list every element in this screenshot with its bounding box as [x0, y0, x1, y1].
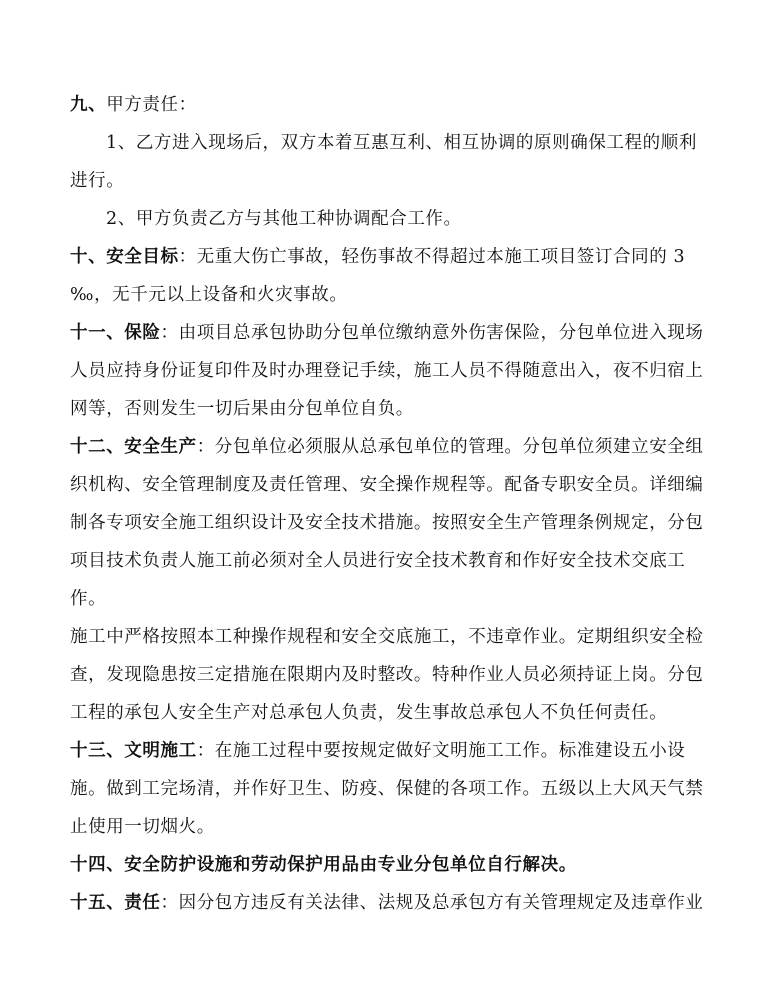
text-line: 止使用一切烟火。 — [70, 817, 215, 837]
section-10-heading: 十、安全目标 — [70, 247, 179, 267]
text-line: ：无重大伤亡事故，轻伤事故不得超过本施工项目签订合同的 3 — [178, 247, 686, 267]
section-12-paragraph — [70, 435, 710, 459]
section-9-number: 九、 — [70, 95, 107, 115]
section-10-continued — [70, 283, 710, 307]
section-12-paragraph-2 — [70, 625, 710, 649]
section-12-continued — [70, 587, 710, 611]
section-13-continued — [70, 777, 710, 801]
section-15-paragraph — [70, 891, 710, 915]
section-12-continued — [70, 473, 710, 497]
section-11-paragraph — [70, 321, 710, 345]
text-line: ：在施工过程中要按规定做好文明施工工作。标准建设五小设 — [196, 741, 686, 761]
text-line: ：由项目总承包协助分包单位缴纳意外伤害保险，分包单位进入现场 — [160, 323, 704, 343]
section-11-continued — [70, 359, 710, 383]
section-15-heading: 十五、责任 — [70, 893, 161, 913]
section-12-continued — [70, 511, 710, 535]
text-line: ：分包单位必须服从总承包单位的管理。分包单位须建立安全组 — [196, 437, 704, 457]
section-11-continued — [70, 397, 710, 421]
section-9-item-1 — [106, 131, 710, 155]
section-9-heading — [70, 93, 710, 117]
section-13-continued — [70, 815, 710, 839]
section-12-paragraph-2-continued — [70, 663, 710, 687]
section-12-paragraph-2-continued — [70, 701, 710, 725]
section-12-heading: 十二、安全生产 — [70, 437, 197, 457]
text-line: 织机构、安全管理制度及责任管理、安全操作规程等。配备专职安全员。详细编 — [70, 475, 704, 495]
section-9-item-1-continued — [70, 169, 710, 193]
section-9-title: 甲方责任： — [106, 95, 197, 115]
text-line: 1、乙方进入现场后，双方本着互惠互利、相互协调的原则确保工程的顺利 — [106, 133, 697, 153]
text-line: 项目技术负责人施工前必须对全人员进行安全技术教育和作好安全技术交底工 — [70, 551, 686, 571]
section-12-continued — [70, 549, 710, 573]
text-line: 作。 — [70, 589, 107, 609]
section-10-paragraph — [70, 245, 710, 269]
text-line: 查，发现隐患按三定措施在限期内及时整改。特种作业人员必须持证上岗。分包 — [70, 665, 704, 685]
text-line: 进行。 — [70, 171, 125, 191]
text-line: 2、甲方负责乙方与其他工种协调配合工作。 — [106, 209, 462, 229]
text-line: ：因分包方违反有关法律、法规及总承包方有关管理规定及违章作业 — [160, 893, 704, 913]
text-line: 施。做到工完场清，并作好卫生、防疫、保健的各项工作。五级以上大风天气禁 — [70, 779, 704, 799]
section-14-paragraph — [70, 853, 710, 877]
text-line: 施工中严格按照本工种操作规程和安全交底施工，不违章作业。定期组织安全检 — [70, 627, 704, 647]
text-line: 网等，否则发生一切后果由分包单位自负。 — [70, 399, 414, 419]
section-13-paragraph — [70, 739, 710, 763]
text-line: 人员应持身份证复印件及时办理登记手续，施工人员不得随意出入，夜不归宿上 — [70, 361, 704, 381]
section-14-heading: 十四、安全防护设施和劳动保护用品由专业分包单位自行解决。 — [70, 855, 577, 875]
section-9-item-2 — [106, 207, 710, 231]
section-13-heading: 十三、文明施工 — [70, 741, 197, 761]
text-line: 工程的承包人安全生产对总承包人负责，发生事故总承包人不负任何责任。 — [70, 703, 668, 723]
section-11-heading: 十一、保险 — [70, 323, 161, 343]
text-line: 制各专项安全施工组织设计及安全技术措施。按照安全生产管理条例规定，分包 — [70, 513, 704, 533]
text-line: ‰，无千元以上设备和火灾事故。 — [70, 285, 348, 305]
